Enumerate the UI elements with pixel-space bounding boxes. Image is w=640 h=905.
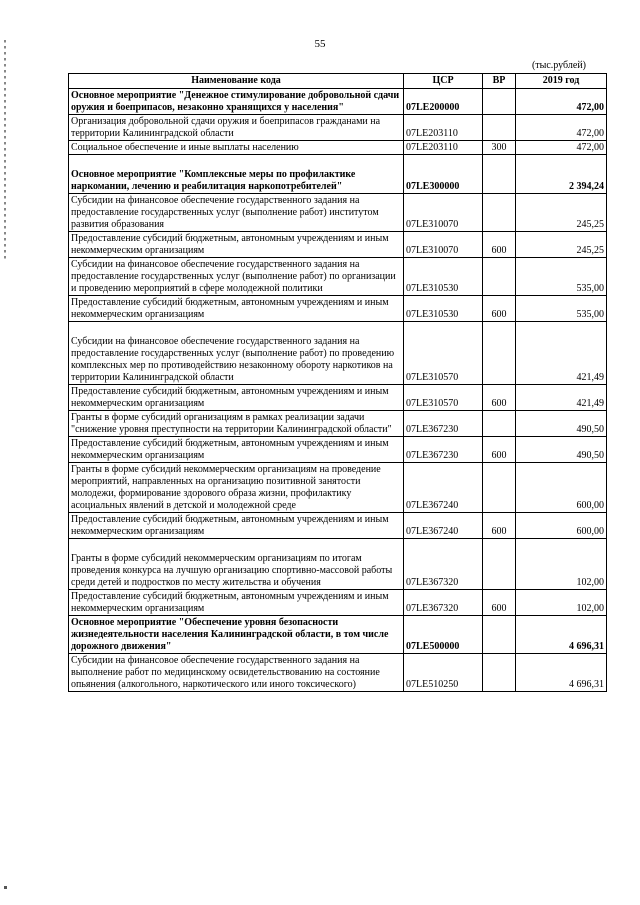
table-row bbox=[69, 539, 607, 590]
table-row bbox=[69, 115, 607, 141]
row-vr-cell: 600 bbox=[483, 232, 516, 258]
row-vr-cell bbox=[483, 89, 516, 115]
row-sum-cell: 600,00 bbox=[516, 463, 607, 513]
scan-speck bbox=[4, 886, 7, 889]
row-csr-cell: 07LE510250 bbox=[404, 654, 483, 692]
header-csr: ЦСР bbox=[404, 74, 483, 89]
row-vr-cell: 600 bbox=[483, 385, 516, 411]
budget-table bbox=[68, 73, 607, 692]
row-csr-cell: 07LE300000 bbox=[404, 155, 483, 194]
page-number: 55 bbox=[314, 38, 326, 50]
row-sum-cell: 600,00 bbox=[516, 513, 607, 539]
row-sum-cell: 490,50 bbox=[516, 437, 607, 463]
row-name-cell: Гранты в форме субсидий некоммерческим организациям на проведение мероприятий, направленных на организацию позитивной занятости молодежи, формирование здорового образа жизни, профилактику асоциальных явлений в детской и молодежной среде bbox=[69, 463, 404, 513]
row-vr-cell bbox=[483, 463, 516, 513]
row-name-cell: Субсидии на финансовое обеспечение государственного задания на предоставление государственных услуг (выполнение работ) по проведению комплексных мер по противодействию незаконному обороту наркотиков на территории Калининградской области bbox=[69, 322, 404, 385]
row-vr-cell bbox=[483, 539, 516, 590]
table-row bbox=[69, 296, 607, 322]
table-row bbox=[69, 232, 607, 258]
row-vr-cell: 300 bbox=[483, 141, 516, 155]
table-row bbox=[69, 194, 607, 232]
table-row bbox=[69, 616, 607, 654]
row-name-cell: Основное мероприятие "Комплексные меры по профилактике наркомании, лечению и реабилитация наркопотребителей" bbox=[69, 155, 404, 194]
row-csr-cell: 07LE203110 bbox=[404, 115, 483, 141]
table-row bbox=[69, 322, 607, 385]
row-csr-cell: 07LE367230 bbox=[404, 437, 483, 463]
row-sum-cell: 535,00 bbox=[516, 258, 607, 296]
row-sum-cell: 421,49 bbox=[516, 385, 607, 411]
table-row bbox=[69, 437, 607, 463]
row-name-cell: Организация добровольной сдачи оружия и боеприпасов гражданами на территории Калининградской области bbox=[69, 115, 404, 141]
row-name-cell: Социальное обеспечение и иные выплаты населению bbox=[69, 141, 404, 155]
row-sum-cell: 472,00 bbox=[516, 89, 607, 115]
row-csr-cell: 07LE367320 bbox=[404, 590, 483, 616]
row-vr-cell bbox=[483, 616, 516, 654]
row-name-cell: Предоставление субсидий бюджетным, автономным учреждениям и иным некоммерческим организациям bbox=[69, 232, 404, 258]
row-sum-cell: 421,49 bbox=[516, 322, 607, 385]
units-label: (тыс.рублей) bbox=[531, 60, 586, 71]
row-csr-cell: 07LE310570 bbox=[404, 385, 483, 411]
row-sum-cell: 472,00 bbox=[516, 141, 607, 155]
row-csr-cell: 07LE367230 bbox=[404, 411, 483, 437]
row-vr-cell: 600 bbox=[483, 437, 516, 463]
row-csr-cell: 07LE203110 bbox=[404, 141, 483, 155]
table-row bbox=[69, 654, 607, 692]
row-name-cell: Предоставление субсидий бюджетным, автономным учреждениям и иным некоммерческим организациям bbox=[69, 296, 404, 322]
table-header-row bbox=[69, 74, 607, 89]
row-name-cell: Субсидии на финансовое обеспечение государственного задания на предоставление государственных услуг (выполнение работ) институтом развития образования bbox=[69, 194, 404, 232]
row-sum-cell: 535,00 bbox=[516, 296, 607, 322]
row-name-cell: Предоставление субсидий бюджетным, автономным учреждениям и иным некоммерческим организациям bbox=[69, 590, 404, 616]
header-vr: ВР bbox=[483, 74, 516, 89]
row-csr-cell: 07LE367320 bbox=[404, 539, 483, 590]
table-row bbox=[69, 258, 607, 296]
table-row bbox=[69, 590, 607, 616]
header-year: 2019 год bbox=[516, 74, 607, 89]
row-csr-cell: 07LE310070 bbox=[404, 194, 483, 232]
table-row bbox=[69, 513, 607, 539]
row-name-cell: Гранты в форме субсидий организациям в рамках реализации задачи "снижение уровня преступности на территории Калининградской области" bbox=[69, 411, 404, 437]
row-vr-cell bbox=[483, 258, 516, 296]
row-sum-cell: 2 394,24 bbox=[516, 155, 607, 194]
table-row bbox=[69, 411, 607, 437]
row-sum-cell: 245,25 bbox=[516, 232, 607, 258]
row-sum-cell: 4 696,31 bbox=[516, 654, 607, 692]
table-row bbox=[69, 141, 607, 155]
row-vr-cell bbox=[483, 115, 516, 141]
row-csr-cell: 07LE200000 bbox=[404, 89, 483, 115]
table-body bbox=[69, 89, 607, 692]
row-vr-cell bbox=[483, 654, 516, 692]
table-row bbox=[69, 155, 607, 194]
row-vr-cell: 600 bbox=[483, 513, 516, 539]
row-sum-cell: 102,00 bbox=[516, 539, 607, 590]
header-name: Наименование кода bbox=[69, 74, 404, 89]
row-sum-cell: 102,00 bbox=[516, 590, 607, 616]
row-csr-cell: 07LE310570 bbox=[404, 322, 483, 385]
row-name-cell: Основное мероприятие "Денежное стимулирование добровольной сдачи оружия и боеприпасов, незаконно хранящихся у населения" bbox=[69, 89, 404, 115]
row-name-cell: Основное мероприятие "Обеспечение уровня безопасности жизнедеятельности населения Калининградской области, в том числе дорожного движения" bbox=[69, 616, 404, 654]
row-sum-cell: 472,00 bbox=[516, 115, 607, 141]
row-vr-cell: 600 bbox=[483, 590, 516, 616]
table-row bbox=[69, 385, 607, 411]
row-csr-cell: 07LE367240 bbox=[404, 463, 483, 513]
row-name-cell: Субсидии на финансовое обеспечение государственного задания на выполнение работ по медицинскому освидетельствованию на состояние опьянения (алкогольного, наркотического или иного токсического) bbox=[69, 654, 404, 692]
row-name-cell: Предоставление субсидий бюджетным, автономным учреждениям и иным некоммерческим организациям bbox=[69, 437, 404, 463]
row-csr-cell: 07LE367240 bbox=[404, 513, 483, 539]
row-csr-cell: 07LE500000 bbox=[404, 616, 483, 654]
table-row bbox=[69, 89, 607, 115]
table-row bbox=[69, 463, 607, 513]
row-vr-cell: 600 bbox=[483, 296, 516, 322]
row-name-cell: Субсидии на финансовое обеспечение государственного задания на предоставление государственных услуг (выполнение работ) по организации и проведению мероприятий в сфере молодежной политики bbox=[69, 258, 404, 296]
row-name-cell: Гранты в форме субсидий некоммерческим организациям по итогам проведения конкурса на лучшую организацию спортивно-массовой работы среди детей и подростков по месту жительства и обучения bbox=[69, 539, 404, 590]
row-sum-cell: 4 696,31 bbox=[516, 616, 607, 654]
row-vr-cell bbox=[483, 322, 516, 385]
row-csr-cell: 07LE310070 bbox=[404, 232, 483, 258]
row-sum-cell: 490,50 bbox=[516, 411, 607, 437]
row-csr-cell: 07LE310530 bbox=[404, 296, 483, 322]
row-vr-cell bbox=[483, 155, 516, 194]
row-name-cell: Предоставление субсидий бюджетным, автономным учреждениям и иным некоммерческим организациям bbox=[69, 513, 404, 539]
row-sum-cell: 245,25 bbox=[516, 194, 607, 232]
scan-margin-dots bbox=[4, 40, 6, 260]
row-vr-cell bbox=[483, 411, 516, 437]
row-csr-cell: 07LE310530 bbox=[404, 258, 483, 296]
row-name-cell: Предоставление субсидий бюджетным, автономным учреждениям и иным некоммерческим организациям bbox=[69, 385, 404, 411]
row-vr-cell bbox=[483, 194, 516, 232]
